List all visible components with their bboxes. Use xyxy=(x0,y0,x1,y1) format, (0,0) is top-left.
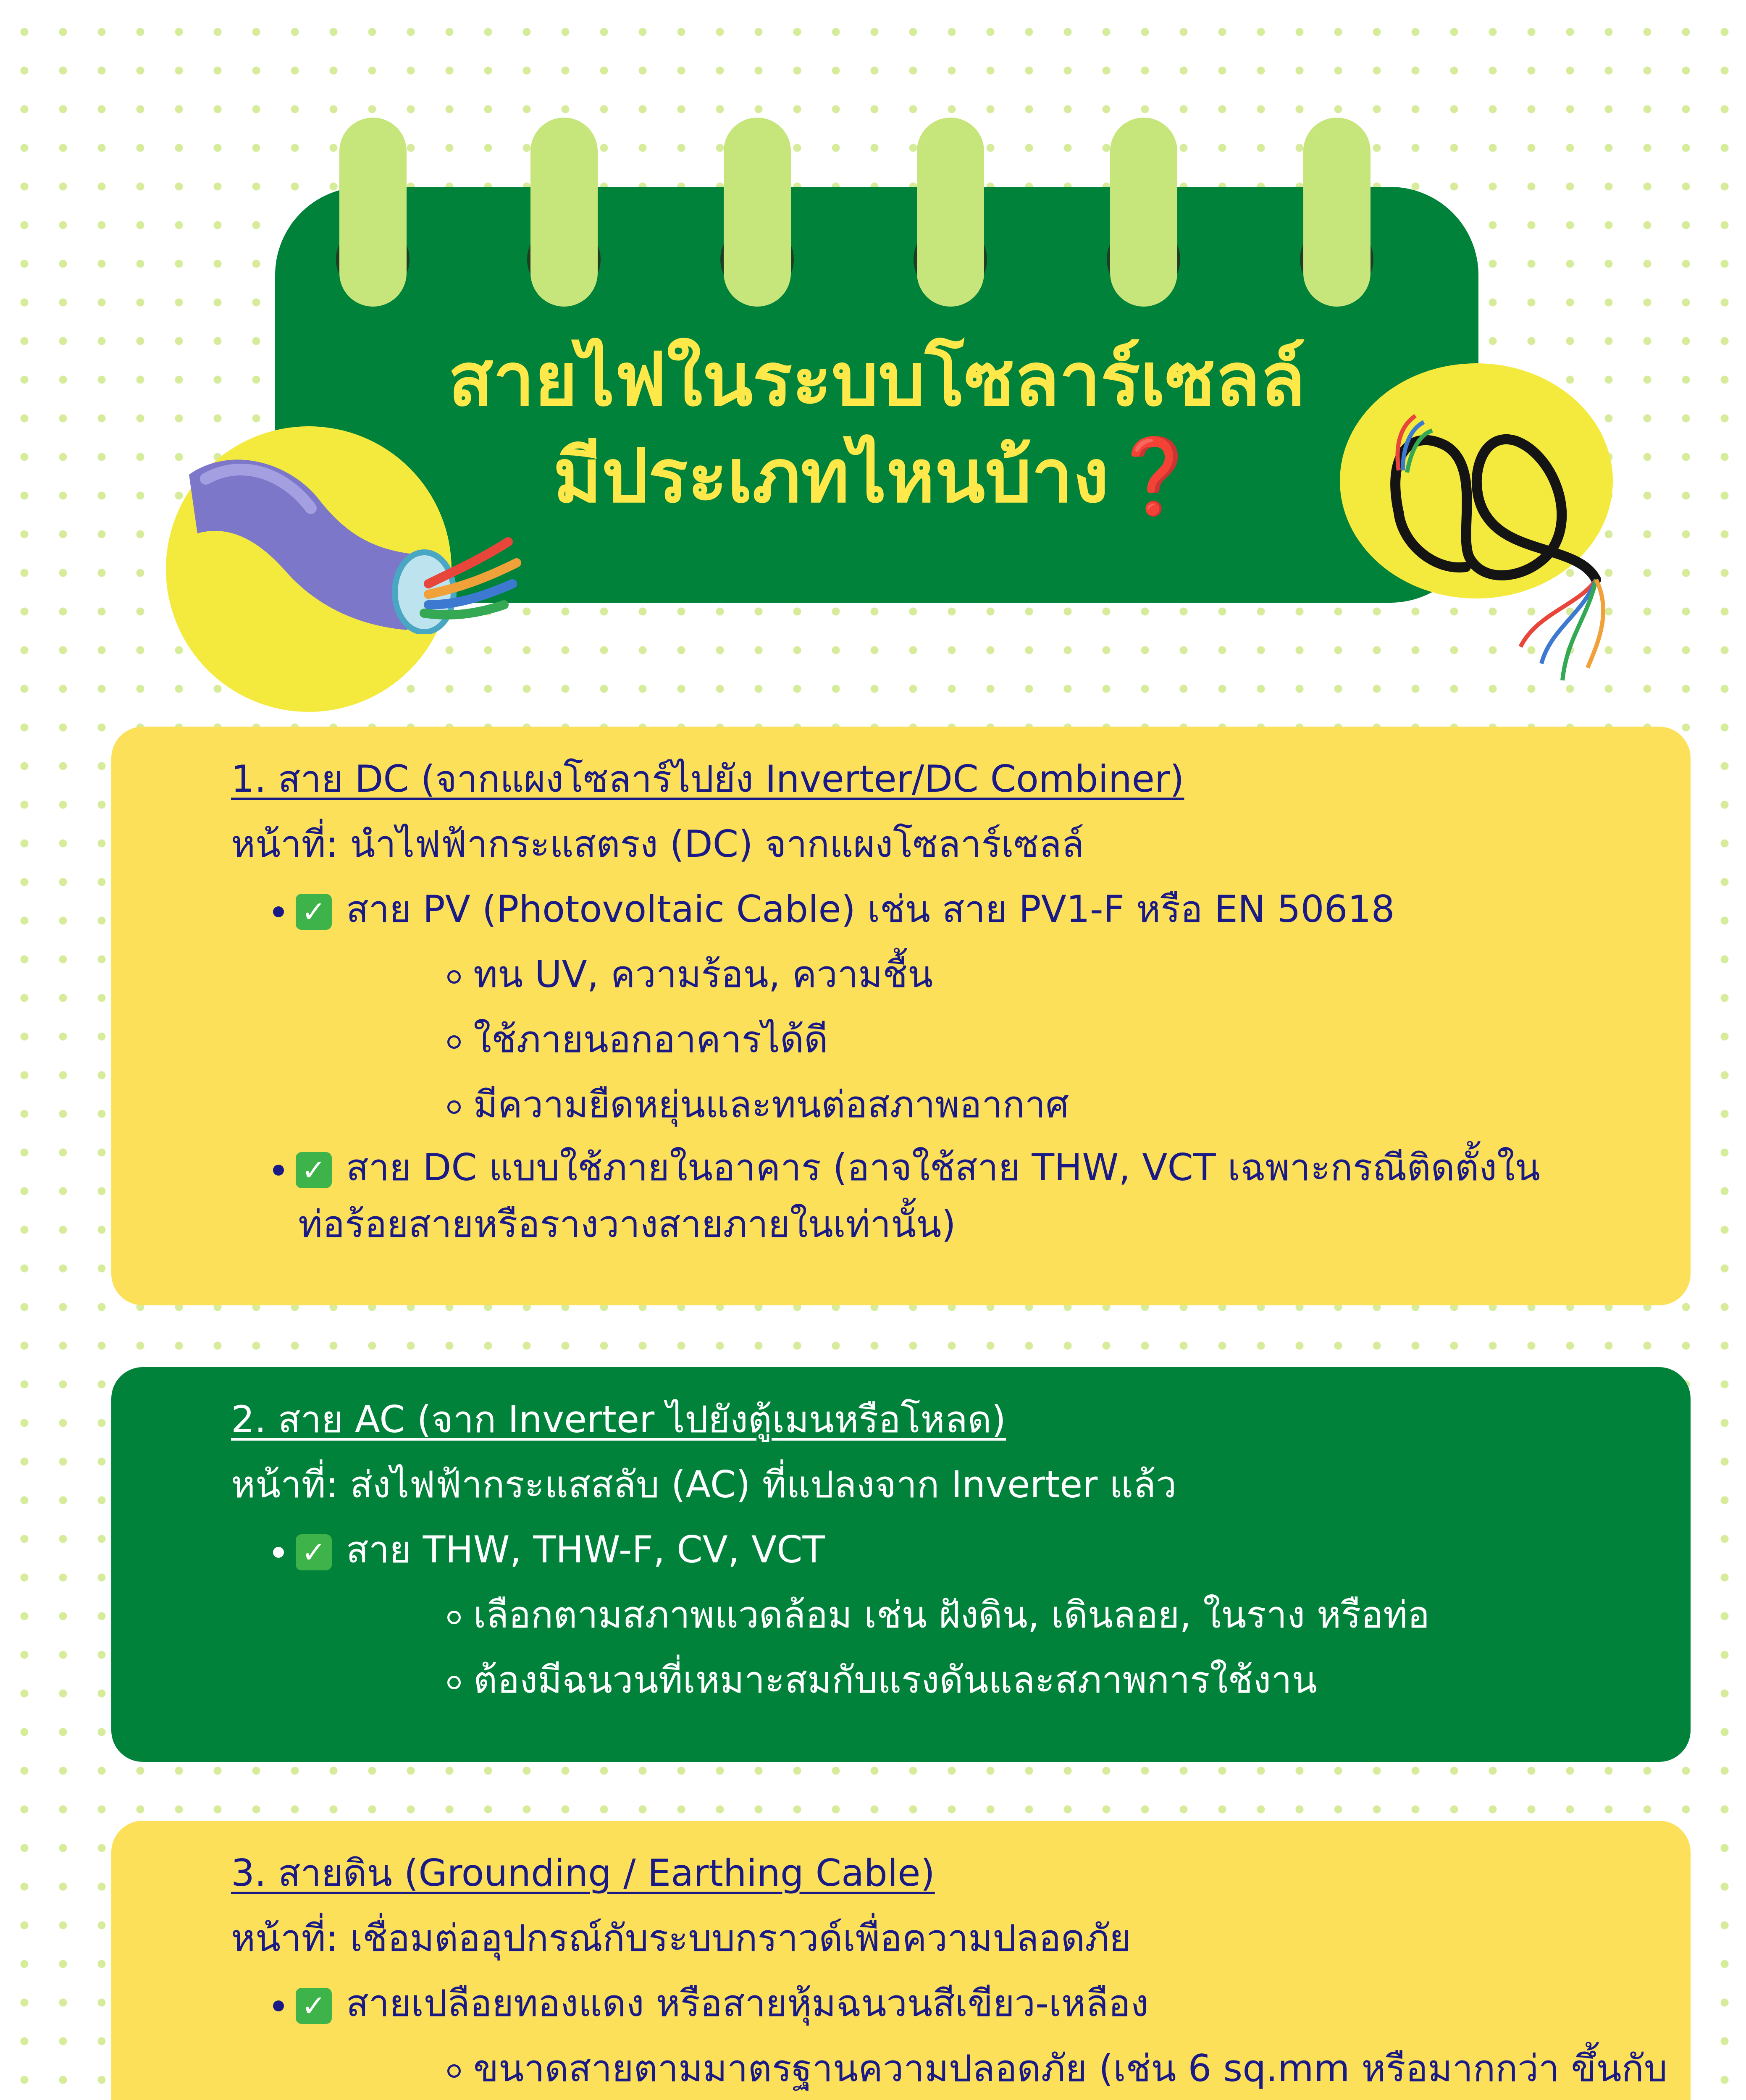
section-title: 3. สายดิน (Grounding / Earthing Cable) xyxy=(231,1851,935,1895)
sub-item-text: ใช้ภายนอกอาคารได้ดี xyxy=(473,1018,828,1061)
sub-item-text: เลือกตามสภาพแวดล้อม เช่น ฝังดิน, เดินลอย, ในราง หรือท่อ xyxy=(473,1593,1430,1636)
bullet-dot xyxy=(273,906,284,917)
page-title xyxy=(275,332,1478,525)
list-item-text: สายเปลือยทองแดง หรือสายหุ้มฉนวนสีเขียว-เหลือง xyxy=(346,1982,1149,2025)
title-line-2: มีประเภทไหนบ้าง❓ xyxy=(553,434,1200,519)
sub-item-text: ทน UV, ความร้อน, ความชื้น xyxy=(473,953,933,996)
ring-bullet xyxy=(447,1611,461,1624)
ring-bullet xyxy=(447,1035,461,1049)
sub-item xyxy=(447,1012,828,1067)
sub-item-text: ต้องมีฉนวนที่เหมาะสมกับแรงดันและสภาพการใช้งาน xyxy=(473,1658,1317,1701)
ring-bullet xyxy=(447,2064,461,2078)
sub-item xyxy=(447,2041,1667,2096)
ring-bullet xyxy=(447,1100,461,1114)
list-item-text: สาย PV (Photovoltaic Cable) เช่น สาย PV1-F หรือ EN 50618 xyxy=(346,887,1395,931)
title-line-1: สายไฟในระบบโซลาร์เซลล์ xyxy=(448,337,1305,423)
list-item xyxy=(273,1522,825,1577)
list-item-text: สาย DC แบบใช้ภายในอาคาร (อาจใช้สาย THW, VCT เฉพาะกรณีติดตั้งใน xyxy=(346,1146,1541,1189)
bullet-dot xyxy=(273,2000,284,2011)
sub-item-text: ขนาดสายตามมาตรฐานความปลอดภัย (เช่น 6 sq.mm หรือมากกว่า ขึ้นกับ xyxy=(473,2047,1667,2090)
white-check-mark-icon: ✓ xyxy=(296,1534,332,1570)
list-item xyxy=(273,1976,1149,2031)
sub-item xyxy=(447,1588,1430,1642)
bullet-dot xyxy=(273,1165,284,1176)
sub-item xyxy=(447,947,933,1002)
white-check-mark-icon: ✓ xyxy=(296,894,332,930)
list-item xyxy=(273,882,1395,937)
white-check-mark-icon: ✓ xyxy=(296,1152,332,1188)
section-title: 1. สาย DC (จากแผงโซลาร์ไปยัง Inverter/DC Combiner) xyxy=(231,757,1184,801)
section-description: หน้าที่: ส่งไฟฟ้ากระแสสลับ (AC) ที่แปลงจาก Inverter แล้ว xyxy=(231,1463,1177,1506)
ring-bullet xyxy=(447,1676,461,1689)
sub-item xyxy=(447,1077,1069,1132)
section-ac-cable xyxy=(111,1367,1691,1762)
sub-item xyxy=(447,1653,1317,1707)
section-description: หน้าที่: เชื่อมต่ออุปกรณ์กับระบบกราวด์เพื่อความปลอดภัย xyxy=(231,1916,1131,1960)
binder-ring xyxy=(724,118,791,307)
section-title: 2. สาย AC (จาก Inverter ไปยังตู้เมนหรือโหลด) xyxy=(231,1398,1006,1441)
section-dc-cable xyxy=(111,727,1691,1305)
section-description: หน้าที่: นำไฟฟ้ากระแสตรง (DC) จากแผงโซลาร์เซลล์ xyxy=(231,822,1084,866)
white-check-mark-icon: ✓ xyxy=(296,1988,332,2024)
binder-ring xyxy=(1303,118,1371,307)
binder-ring xyxy=(530,118,598,307)
sub-item-text: มีความยืดหยุ่นและทนต่อสภาพอากาศ xyxy=(473,1083,1069,1126)
list-item-text: สาย THW, THW-F, CV, VCT xyxy=(346,1528,825,1571)
binder-ring xyxy=(917,118,984,307)
section-ground-cable xyxy=(111,1821,1691,2100)
bullet-dot xyxy=(273,1547,284,1558)
list-item xyxy=(273,1140,1540,1195)
binder-ring xyxy=(339,118,407,307)
binder-ring xyxy=(1110,118,1177,307)
list-item-continuation: ท่อร้อยสายหรือรางวางสายภายในเท่านั้น) xyxy=(298,1202,956,1246)
ring-bullet xyxy=(447,970,461,984)
